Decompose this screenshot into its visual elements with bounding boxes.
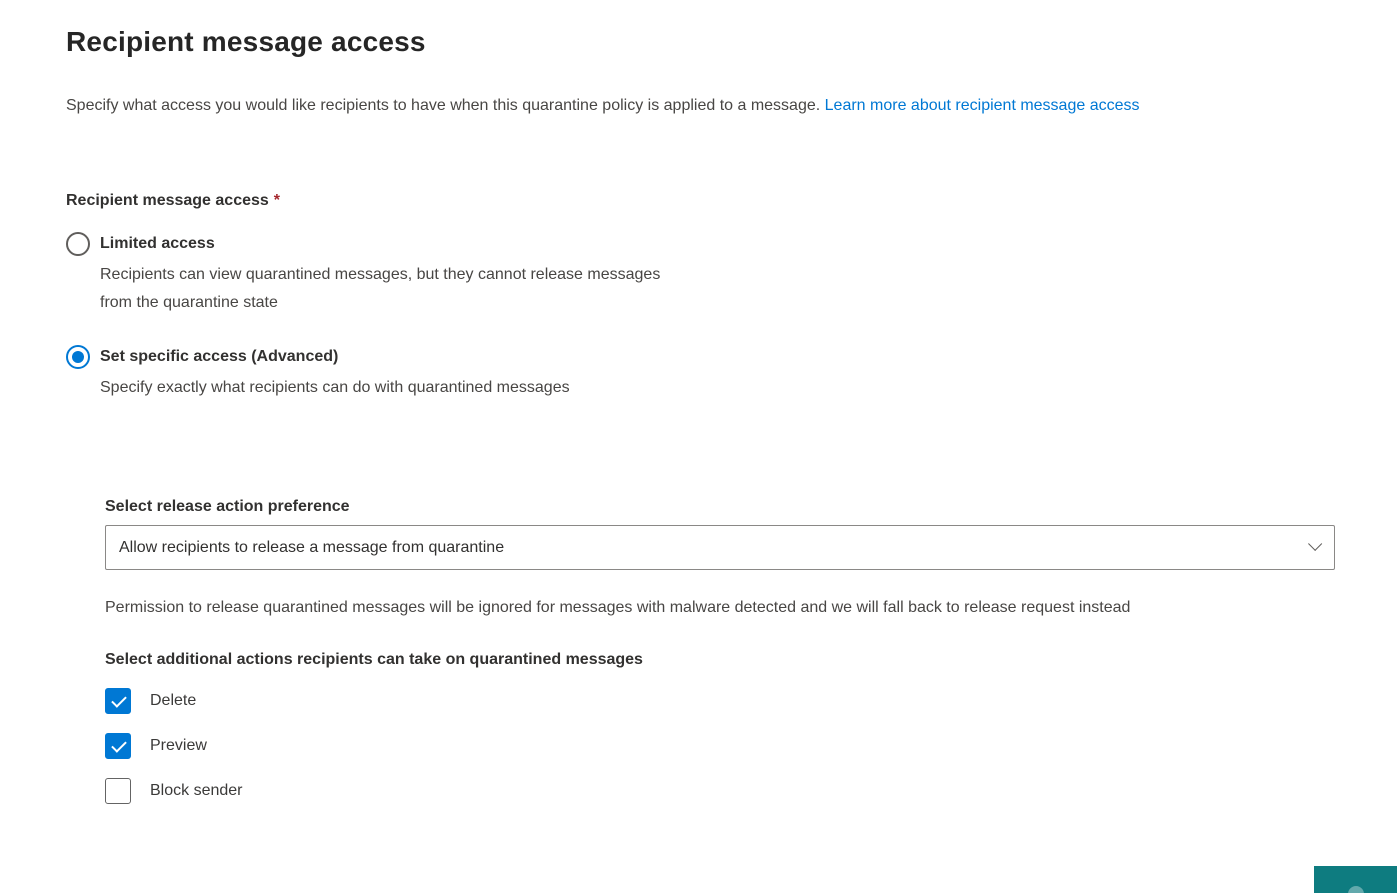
field-label-text: Recipient message access <box>66 192 269 209</box>
required-asterisk: * <box>273 192 281 209</box>
checkbox-icon[interactable] <box>105 733 131 759</box>
malware-release-note: Permission to release quarantined messages will be ignored for messages with malware detected and we will fall back to release request instead <box>105 599 1131 616</box>
checkbox-label[interactable]: Delete <box>150 692 197 709</box>
radio-row[interactable] <box>66 232 1331 256</box>
radio-option-label[interactable]: Set specific access (Advanced) <box>100 348 339 365</box>
recipient-access-field-label <box>66 192 1331 210</box>
checkbox-row-preview[interactable] <box>105 733 1335 759</box>
checkbox-icon[interactable] <box>105 688 131 714</box>
release-preference-dropdown[interactable] <box>105 525 1335 570</box>
checkbox-row-block-sender[interactable] <box>105 778 1335 804</box>
page-description-text: Specify what access you would like recipients to have when this quarantine policy is applied to a message. <box>66 97 821 114</box>
advanced-access-section <box>105 498 1335 804</box>
page-title: Recipient message access <box>66 26 426 57</box>
release-preference-label: Select release action preference <box>105 498 350 515</box>
radio-option-description: Recipients can view quarantined messages, but they cannot release messages from the quarantine state <box>100 266 661 311</box>
checkbox-label[interactable]: Block sender <box>150 782 243 799</box>
dropdown-selected-value: Allow recipients to release a message from quarantine <box>119 538 505 556</box>
additional-actions-label: Select additional actions recipients can take on quarantined messages <box>105 651 643 668</box>
radio-option-label[interactable]: Limited access <box>100 235 215 252</box>
radio-option-description: Specify exactly what recipients can do with quarantined messages <box>100 379 570 396</box>
radio-button-icon[interactable] <box>66 345 90 369</box>
checkbox-row-delete[interactable] <box>105 688 1335 714</box>
feedback-icon <box>1348 886 1364 893</box>
feedback-button-fragment[interactable] <box>1314 866 1397 893</box>
page-description <box>66 92 1331 120</box>
radio-option-set-specific-access[interactable] <box>66 345 1331 402</box>
checkbox-label[interactable]: Preview <box>150 737 207 754</box>
radio-button-icon[interactable] <box>66 232 90 256</box>
radio-option-limited-access[interactable] <box>66 232 1331 317</box>
learn-more-link[interactable]: Learn more about recipient message access <box>824 97 1140 114</box>
checkbox-icon[interactable] <box>105 778 131 804</box>
radio-row[interactable] <box>66 345 1331 369</box>
chevron-down-icon <box>1308 536 1322 550</box>
